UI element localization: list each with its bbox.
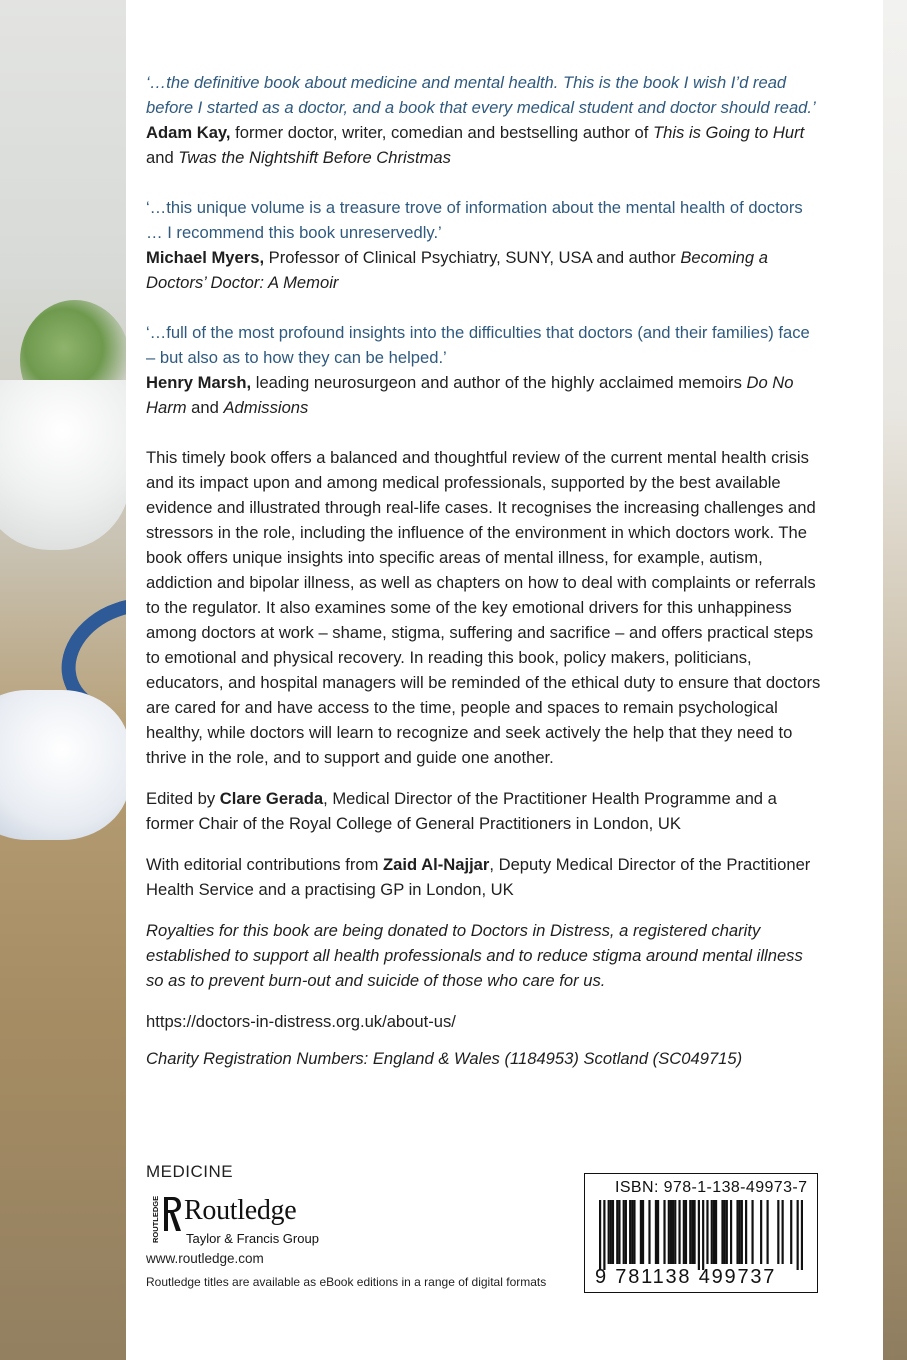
endorser-role: Professor of Clinical Psychiatry, SUNY, USA and author	[264, 248, 681, 267]
barcode-bar	[674, 1200, 676, 1264]
barcode-bar	[693, 1200, 695, 1264]
barcode-bar	[741, 1200, 743, 1264]
barcode-bar	[616, 1200, 618, 1264]
publisher-website[interactable]: www.routledge.com	[146, 1251, 264, 1266]
routledge-mark-icon	[144, 1195, 162, 1245]
barcode-bar	[670, 1200, 672, 1264]
editor-credit	[146, 786, 822, 836]
barcode-bar	[801, 1200, 803, 1270]
ebook-note: Routledge titles are available as eBook editions in a range of digital formats	[146, 1275, 547, 1289]
endorser-work-2: Twas the Nightshift Before Christmas	[178, 148, 451, 167]
book-description: This timely book offers a balanced and thoughtful review of the current mental health crisis and its impact upon and among medical professionals, supported by the best available evidence and illustrated through real-life cases. It recognises the increasing challenges and stressors in the role, including the influence of the environment in which doctors work. The book offers unique insights into specific areas of mental illness, for example, autism, addiction and bipolar illness, as well as chapters on how to deal with complaints or referrals to the regulator. It also examines some of the key emotional drivers for this unhappiness among doctors at work – shame, stigma, suffering and sacrifice – and offers practical steps to emotional and physical recovery. In reading this book, policy makers, politicians, educators, and hospital managers will be reminded of the ethical duty to ensure that doctors are cared for and have access to the time, people and spaces to remain psychological healthy, while doctors will learn to recognize and seek actively the help that they need to thrive in the role, and to support and guide one another.	[146, 448, 821, 767]
endorsement-attribution	[146, 245, 822, 295]
barcode-bar	[797, 1200, 799, 1270]
royalties-note: Royalties for this book are being donated to Doctors in Distress, a registered charity established to support all health professionals and to reduce stigma around mental illness so as to prevent burn-out and suicide of those who care for us.	[146, 921, 803, 990]
barcode-bar	[612, 1200, 614, 1264]
endorser-role: former doctor, writer, comedian and bestselling author of	[230, 123, 653, 142]
barcode-bar	[631, 1200, 633, 1264]
endorser-name: Adam Kay,	[146, 123, 231, 142]
routledge-r-icon	[162, 1197, 182, 1231]
editor-prefix: Edited by	[146, 789, 220, 808]
barcode-bar	[648, 1200, 650, 1264]
barcode-bar	[599, 1200, 601, 1270]
publisher-group: Taylor & Francis Group	[186, 1231, 319, 1246]
barcode-bar	[698, 1200, 700, 1270]
barcode-bar	[633, 1200, 635, 1264]
endorsement-1	[146, 70, 822, 170]
barcode-bar	[751, 1200, 753, 1264]
cover-content	[146, 70, 822, 1071]
endorsement-quote: ‘…full of the most profound insights into the difficulties that doctors (and their families) face – but also as to how they can be helped.’	[146, 323, 810, 367]
barcode-bar	[777, 1200, 779, 1264]
barcode	[599, 1200, 803, 1270]
barcode-bar	[782, 1200, 784, 1264]
background-right-strip	[883, 0, 907, 1360]
charity-registration: Charity Registration Numbers: England & Wales (1184953) Scotland (SC049715)	[146, 1049, 743, 1068]
barcode-bar	[726, 1200, 728, 1264]
barcode-bar	[706, 1200, 708, 1264]
barcode-bar	[640, 1200, 642, 1264]
endorsement-attribution	[146, 120, 822, 170]
barcode-bar	[663, 1200, 665, 1264]
charity-url[interactable]: https://doctors-in-distress.org.uk/about-us/	[146, 1012, 456, 1031]
endorsement-attribution	[146, 370, 822, 420]
contributor-prefix: With editorial contributions from	[146, 855, 384, 874]
endorser-joiner: and	[186, 398, 224, 417]
endorser-name: Michael Myers,	[146, 248, 265, 267]
publisher-logo	[144, 1193, 364, 1251]
barcode-bar	[603, 1200, 605, 1270]
editor-name: Clare Gerada	[219, 789, 324, 808]
barcode-bar	[672, 1200, 674, 1264]
barcode-bar	[610, 1200, 612, 1264]
barcode-bar	[668, 1200, 670, 1264]
contributor-name: Zaid Al-Najjar	[383, 855, 490, 874]
isbn-label: ISBN: 978-1-138-49973-7	[615, 1179, 808, 1196]
contributor-credit	[146, 852, 822, 902]
editor-suffix: , Medical Director of the Practitioner Health Programme and a former Chair of the Royal College of General Practitioners in London, UK	[146, 789, 777, 833]
barcode-bar	[689, 1200, 691, 1264]
back-cover-panel	[126, 0, 883, 1360]
barcode-bar	[711, 1200, 713, 1264]
barcode-bar	[657, 1200, 659, 1264]
endorsement-2	[146, 195, 822, 295]
bowl-image	[0, 380, 130, 550]
endorser-role: leading neurosurgeon and author of the highly acclaimed memoirs	[251, 373, 747, 392]
barcode-bar	[629, 1200, 631, 1264]
barcode-bar	[766, 1200, 768, 1264]
barcode-bar	[713, 1200, 715, 1264]
routledge-mark-text: ROUTLEDGE	[151, 1195, 160, 1243]
endorser-joiner: and	[146, 148, 179, 167]
towel-image	[0, 690, 130, 840]
endorsement-quote: ‘…the definitive book about medicine and mental health. This is the book I wish I’d read before I started as a doctor, and a book that every medical student and doctor should read.’	[146, 73, 816, 117]
isbn-digits: 9 781138 499737	[595, 1266, 777, 1288]
barcode-bar	[678, 1200, 680, 1264]
barcode-bar	[691, 1200, 693, 1264]
endorsement-3	[146, 320, 822, 420]
barcode-bar	[715, 1200, 717, 1264]
barcode-bar	[655, 1200, 657, 1264]
endorser-work: Do No Harm	[146, 373, 794, 417]
barcode-bar	[625, 1200, 627, 1264]
barcode-bar	[618, 1200, 620, 1264]
barcode-bar	[683, 1200, 685, 1264]
barcode-bar	[736, 1200, 738, 1264]
contributor-suffix: , Deputy Medical Director of the Practitioner Health Service and a practising GP in London, UK	[146, 855, 811, 899]
endorser-work: Becoming a Doctors’ Doctor: A Memoir	[146, 248, 768, 292]
subject-category: MEDICINE	[146, 1162, 234, 1181]
barcode-bar	[721, 1200, 723, 1264]
barcode-bar	[724, 1200, 726, 1264]
barcode-bar	[608, 1200, 610, 1264]
barcode-bar	[790, 1200, 792, 1264]
publisher-name: Routledge	[184, 1195, 297, 1226]
barcode-bar	[760, 1200, 762, 1264]
barcode-bar	[685, 1200, 687, 1264]
endorser-work: This is Going to Hurt	[652, 123, 805, 142]
barcode-bar	[745, 1200, 747, 1264]
isbn-barcode-box	[584, 1173, 818, 1293]
endorsement-quote: ‘…this unique volume is a treasure trove of information about the mental health of doctors … I recommend this book unreservedly.’	[146, 198, 803, 242]
barcode-bar	[642, 1200, 644, 1264]
barcode-bar	[739, 1200, 741, 1264]
endorser-work-2: Admissions	[223, 398, 309, 417]
endorser-name: Henry Marsh,	[146, 373, 252, 392]
barcode-bar	[702, 1200, 704, 1270]
barcode-bar	[730, 1200, 732, 1264]
barcode-bar	[623, 1200, 625, 1264]
